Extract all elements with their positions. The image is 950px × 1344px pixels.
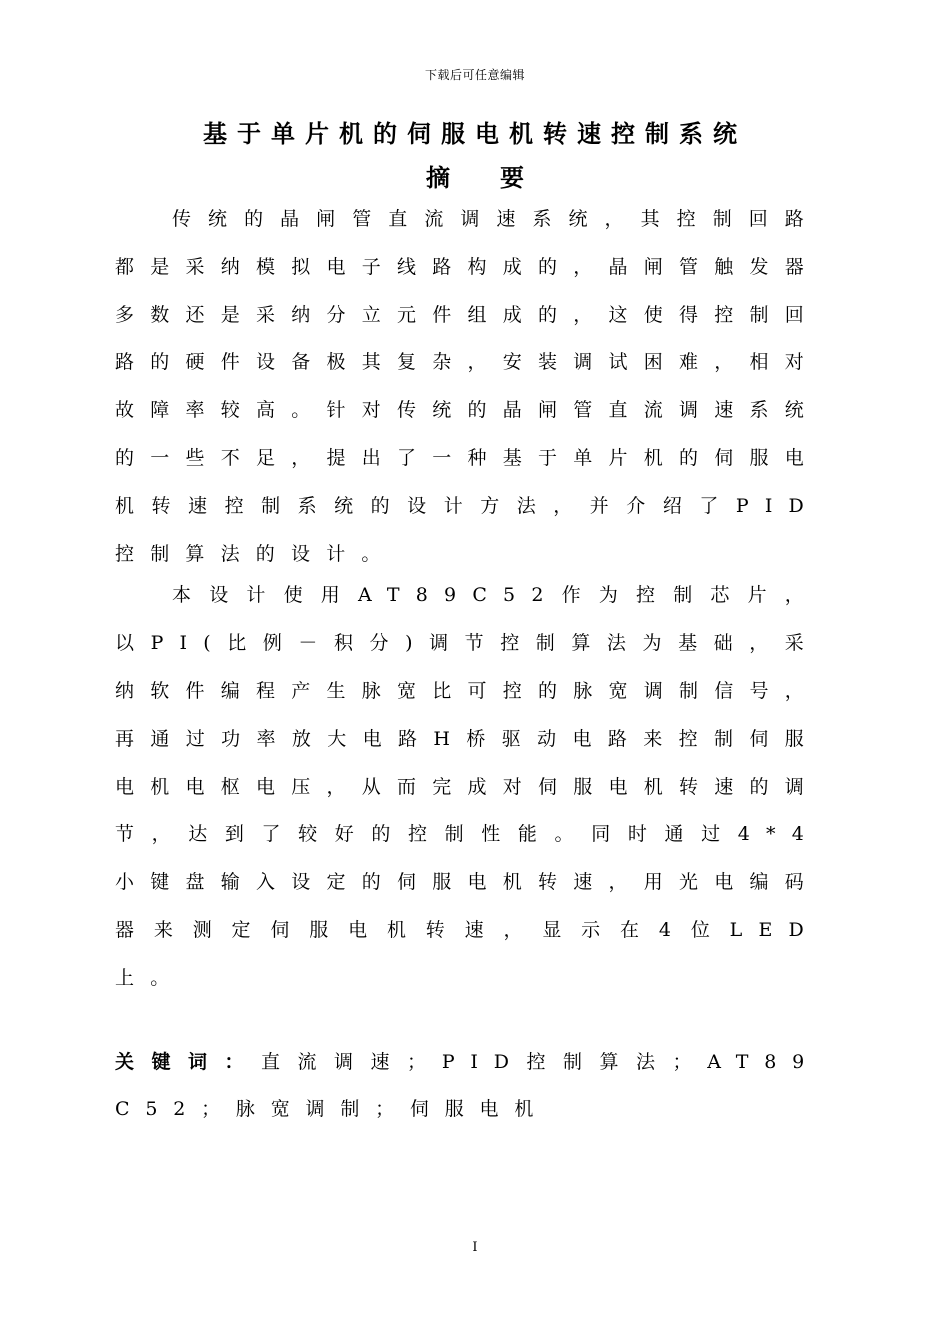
abstract-paragraph-1: 传统的晶闸管直流调速系统，其控制回路都是采纳模拟电子线路构成的，晶闸管触发器多数还是采纳分立元件组成的，这使得控制回路的硬件设备极其复杂，安装调试困难，相对故障率较高。针对传统的晶闸管直流调速系统的一些不足，提出了一种基于单片机的伺服电机转速控制系统的设计方法，并介绍了PID控制算法的设计。 <box>115 208 820 565</box>
keywords-line <box>115 1039 820 1135</box>
keywords-text: 直流调速；PID控制算法；AT89C52；脉宽调制；伺服电机 <box>115 1050 820 1121</box>
keywords-label: 关键词： <box>115 1050 262 1073</box>
page-number: I <box>472 1240 478 1255</box>
header-note: 下载后可任意编辑 <box>424 68 525 82</box>
document-title: 基于单片机的伺服电机转速控制系统 <box>203 119 747 148</box>
abstract-heading: 摘要 <box>426 163 574 192</box>
abstract-body <box>115 196 820 1134</box>
abstract-paragraph-2: 本设计使用AT89C52作为控制芯片，以PI(比例－积分)调节控制算法为基础，采纳软件编程产生脉宽比可控的脉宽调制信号，再通过功率放大电路H桥驱动电路来控制伺服电机电枢电压，从而完成对伺服电机转速的调节，达到了较好的控制性能。同时通过4*4小键盘输入设定的伺服电机转速，用光电编码器来测定伺服电机转速，显示在4位LED上。 <box>115 584 820 989</box>
